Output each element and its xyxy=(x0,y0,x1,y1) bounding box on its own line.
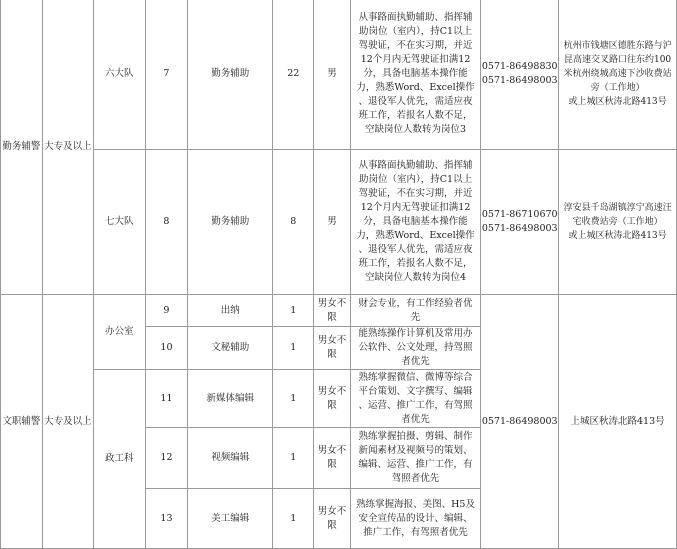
requirement-line: 、运营、推广工作，有驾照 xyxy=(358,399,473,411)
requirement-line: 驾驶证，不在实习期，并近 xyxy=(358,40,473,51)
education-cell: 大专及以上 xyxy=(42,0,93,295)
unit-cell: 七大队 xyxy=(94,150,145,295)
requirement-line: 编辑、运营、推广工作，有 xyxy=(358,459,473,470)
unit-cell: 六大队 xyxy=(94,0,145,150)
phone-cell xyxy=(481,150,559,295)
address-line: 杭州市钱塘区德胜东路与沪 xyxy=(563,41,672,51)
phone-number: 0571-86710670 xyxy=(481,209,558,220)
phone-cell xyxy=(481,0,559,150)
requirements-cell xyxy=(350,428,481,489)
requirement-line: 12个月内无驾驶证扣满12 xyxy=(360,202,471,213)
address-line: 淳安县千岛湖镇淳宁高速汪 xyxy=(563,203,672,213)
position-cell: 视频编辑 xyxy=(188,428,273,489)
requirement-line: 从事路面执勤辅助、指挥辅 xyxy=(358,160,473,171)
gender-cell: 男女不限 xyxy=(314,489,350,549)
number-cell: 10 xyxy=(145,327,188,370)
gender-cell: 男 xyxy=(314,0,350,150)
requirements-cell xyxy=(350,327,481,370)
position-cell: 勤务辅助 xyxy=(188,0,273,150)
requirement-line: 能熟练操作计算机及常用办 xyxy=(358,328,473,339)
requirement-line: 力，熟悉Word、Excel操作 xyxy=(356,82,475,93)
address-cell xyxy=(559,0,677,150)
requirements-cell xyxy=(350,0,481,150)
requirements-cell xyxy=(350,489,481,549)
phone-number: 0571-86498003 xyxy=(481,223,558,234)
address-line: 米杭州绕城高速下沙收费站 xyxy=(563,69,672,79)
position-cell: 文秘辅助 xyxy=(188,327,273,370)
requirement-line: 熟练掌握海报、美图、H5及 xyxy=(356,498,475,510)
count-cell: 8 xyxy=(273,150,314,295)
gender-cell: 男女不限 xyxy=(314,370,350,428)
requirement-line: 平台策划、文字撰写、编辑 xyxy=(358,385,473,397)
unit-cell: 政工科 xyxy=(94,370,145,549)
gender-cell: 男女不限 xyxy=(314,295,350,327)
table-row xyxy=(1,150,677,295)
number-cell: 7 xyxy=(145,0,188,150)
requirement-line: 助岗位（室内），持C1以上 xyxy=(359,26,473,37)
unit-cell: 办公室 xyxy=(94,295,145,370)
requirement-line: 驾照者优先 xyxy=(391,473,440,484)
requirement-line: 、退役军人优先，需适应夜 xyxy=(358,244,473,255)
position-cell: 勤务辅助 xyxy=(188,150,273,295)
count-cell: 22 xyxy=(273,0,314,150)
number-cell: 9 xyxy=(145,295,188,327)
requirement-line: 先 xyxy=(410,311,421,323)
requirement-line: 分，具备电脑基本操作能 xyxy=(363,216,468,227)
number-cell: 8 xyxy=(145,150,188,295)
requirement-line: 助岗位（室内），持C1以上 xyxy=(359,174,473,185)
requirement-line: 熟练掌握微信、微博等综合 xyxy=(358,371,473,383)
count-cell: 1 xyxy=(273,370,314,428)
education-cell: 大专及以上 xyxy=(42,295,93,549)
requirement-line: 熟练掌握拍摄、剪辑、制作 xyxy=(358,431,473,442)
requirement-line: 12个月内无驾驶证扣满12 xyxy=(360,54,471,65)
address-line: 宅收费站旁（工作地） xyxy=(572,217,663,227)
requirement-line: 、退役军人优先，需适应夜 xyxy=(358,96,473,107)
requirement-line: 分，具备电脑基本操作能 xyxy=(363,68,468,79)
requirement-line: 者优先 xyxy=(401,413,430,425)
requirement-line: 公软件、公文处理，持驾照 xyxy=(358,342,473,353)
count-cell: 1 xyxy=(273,428,314,489)
requirement-line: 班工作，若报名人数不足， xyxy=(358,110,473,121)
position-cell: 出纳 xyxy=(188,295,273,327)
address-line: 或上城区秋涛北路413号 xyxy=(568,97,667,107)
gender-cell: 男 xyxy=(314,150,350,295)
address-line: 或上城区秋涛北路413号 xyxy=(568,231,667,241)
requirement-line: 空缺岗位人数转为岗位3 xyxy=(365,124,467,135)
address-line: 昆高速交叉路口往东约100 xyxy=(563,55,672,65)
requirement-line: 从事路面执勤辅助、指挥辅 xyxy=(358,12,473,23)
address-cell xyxy=(559,150,677,295)
requirement-line: 空缺岗位人数转为岗位4 xyxy=(365,272,467,283)
number-cell: 12 xyxy=(145,428,188,489)
requirement-line: 者优先 xyxy=(401,356,430,367)
phone-number: 0571-86498830 xyxy=(481,61,558,72)
requirement-line: 驾驶证，不在实习期，并近 xyxy=(358,188,473,199)
table-row xyxy=(1,295,677,327)
gender-cell: 男女不限 xyxy=(314,327,350,370)
address-cell: 上城区秋涛北路413号 xyxy=(559,295,677,549)
gender-cell: 男女不限 xyxy=(314,428,350,489)
requirement-line: 新闻素材及视频号的策划、 xyxy=(358,445,473,456)
position-cell: 美工编辑 xyxy=(188,489,273,549)
table-row xyxy=(1,0,677,150)
category-cell: 勤务辅警 xyxy=(1,0,43,295)
position-cell: 新媒体编辑 xyxy=(188,370,273,428)
address-line: 旁（工作地） xyxy=(590,83,645,93)
requirement-line: 推广工作，有驾照者优先 xyxy=(363,526,468,538)
count-cell: 1 xyxy=(273,489,314,549)
requirements-cell xyxy=(350,370,481,428)
number-cell: 13 xyxy=(145,489,188,549)
requirements-cell xyxy=(350,150,481,295)
phone-number: 0571-86498003 xyxy=(481,75,558,86)
count-cell: 1 xyxy=(273,327,314,370)
category-cell: 文职辅警 xyxy=(1,295,43,549)
requirement-line: 力，熟悉Word、Excel操作 xyxy=(356,230,475,241)
requirements-cell xyxy=(350,295,481,327)
requirement-line: 财会专业，有工作经验者优 xyxy=(358,297,473,309)
number-cell: 11 xyxy=(145,370,188,428)
phone-cell: 0571-86498003 xyxy=(481,295,559,549)
requirement-line: 安全宣传品的设计、编辑、 xyxy=(358,512,473,524)
count-cell: 1 xyxy=(273,295,314,327)
requirement-line: 班工作，若报名人数不足， xyxy=(358,258,473,269)
